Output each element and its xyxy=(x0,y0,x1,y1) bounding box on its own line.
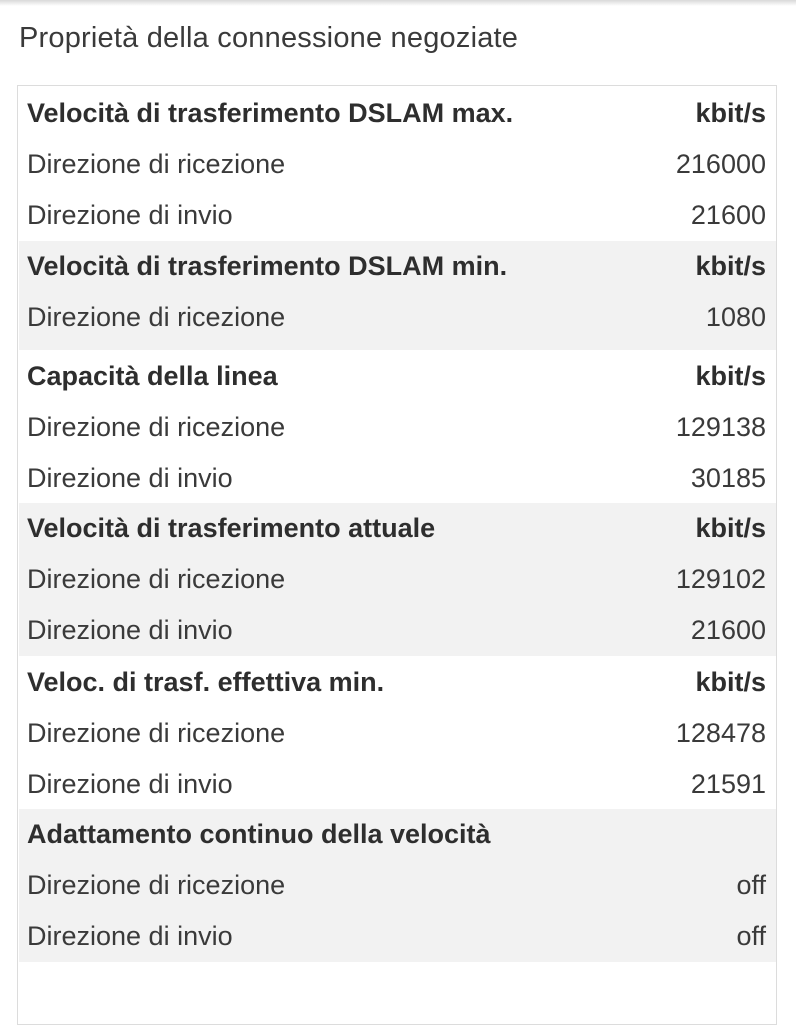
row-value: 129102 xyxy=(675,564,766,594)
group-unit: kbit/s xyxy=(695,667,766,697)
row-value: off xyxy=(736,870,766,900)
table-row xyxy=(19,453,776,504)
group-current-rate xyxy=(19,503,776,656)
group-unit: kbit/s xyxy=(695,98,766,128)
row-value: 21591 xyxy=(690,769,766,799)
table-row xyxy=(19,708,776,759)
group-header xyxy=(19,657,776,708)
group-title: Veloc. di trasf. effettiva min. xyxy=(27,667,385,697)
group-header xyxy=(19,88,776,139)
row-value: 129138 xyxy=(675,412,766,442)
table-row xyxy=(19,402,776,453)
group-dslam-min xyxy=(19,241,776,350)
row-label: Direzione di ricezione xyxy=(27,412,286,442)
row-label: Direzione di invio xyxy=(27,615,233,645)
section-title: Proprietà della connessione negoziate xyxy=(19,22,519,54)
table-row xyxy=(19,190,776,241)
group-unit: kbit/s xyxy=(695,513,766,543)
row-label: Direzione di invio xyxy=(27,200,233,230)
row-label: Direzione di ricezione xyxy=(27,564,286,594)
group-effective-min-rate xyxy=(19,657,776,810)
group-title: Adattamento continuo della velocità xyxy=(27,819,491,849)
table-row xyxy=(19,292,776,343)
row-value: off xyxy=(736,921,766,951)
group-line-capacity xyxy=(19,351,776,504)
group-title: Velocità di trasferimento DSLAM max. xyxy=(27,98,514,128)
row-value: 128478 xyxy=(675,718,766,748)
row-label: Direzione di ricezione xyxy=(27,718,286,748)
group-unit: kbit/s xyxy=(695,251,766,281)
row-value: 21600 xyxy=(690,200,766,230)
group-title: Capacità della linea xyxy=(27,361,278,391)
group-header xyxy=(19,809,776,860)
table-row xyxy=(19,605,776,656)
row-label: Direzione di invio xyxy=(27,921,233,951)
row-value: 1080 xyxy=(705,302,766,332)
table-row xyxy=(19,139,776,190)
top-shadow xyxy=(0,0,796,6)
table-row xyxy=(19,911,776,962)
row-label: Direzione di ricezione xyxy=(27,870,286,900)
table-row xyxy=(19,759,776,810)
row-label: Direzione di ricezione xyxy=(27,302,286,332)
table-row xyxy=(19,860,776,911)
row-value: 30185 xyxy=(690,463,766,493)
group-title: Velocità di trasferimento DSLAM min. xyxy=(27,251,508,281)
row-label: Direzione di invio xyxy=(27,463,233,493)
row-label: Direzione di invio xyxy=(27,769,233,799)
group-header xyxy=(19,351,776,402)
group-header xyxy=(19,503,776,554)
row-label: Direzione di ricezione xyxy=(27,149,286,179)
group-header xyxy=(19,241,776,292)
table-row xyxy=(19,554,776,605)
group-dslam-max xyxy=(19,88,776,241)
row-value: 216000 xyxy=(675,149,766,179)
group-seamless-rate-adaptation xyxy=(19,809,776,962)
group-unit: kbit/s xyxy=(695,361,766,391)
group-title: Velocità di trasferimento attuale xyxy=(27,513,436,543)
row-value: 21600 xyxy=(690,615,766,645)
